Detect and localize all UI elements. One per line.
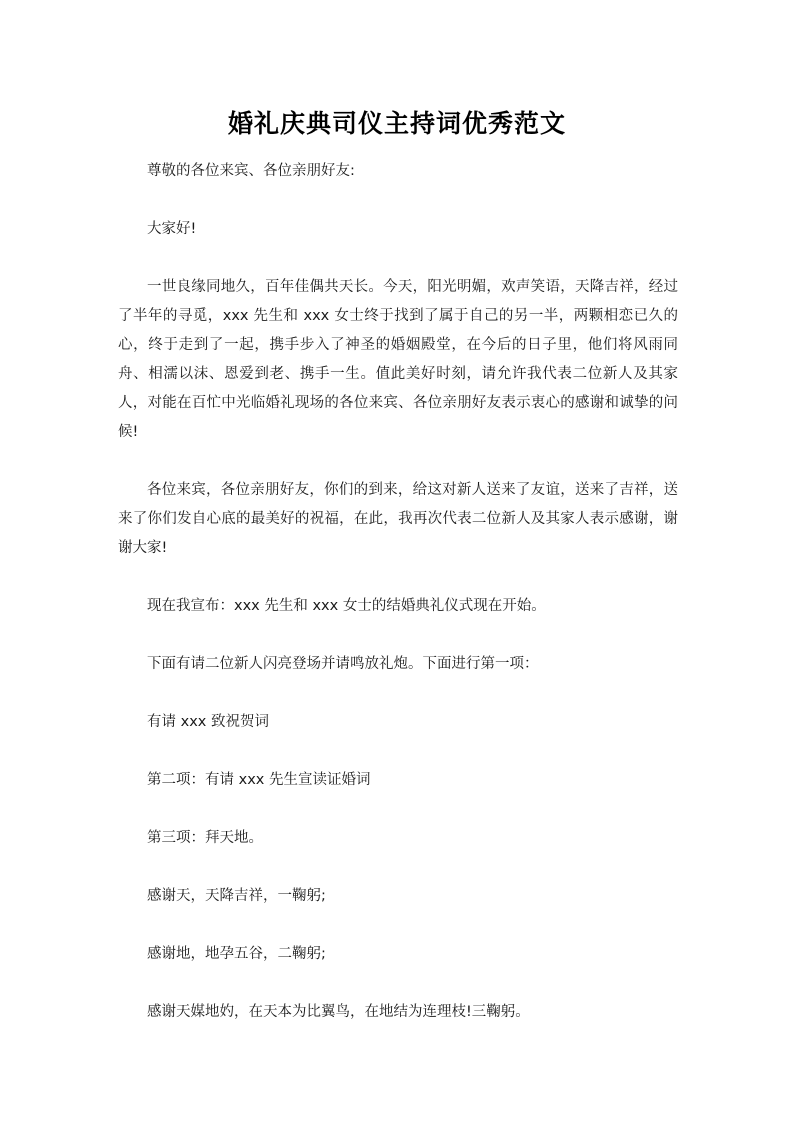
paragraph-thanks: 各位来宾，各位亲朋好友，你们的到来，给这对新人送来了友谊，送来了吉祥，送来了你们发自心底的最美好的祝福，在此，我再次代表二位新人及其家人表示感谢，谢谢大家! bbox=[118, 482, 678, 556]
document-title: 婚礼庆典司仪主持词优秀范文 bbox=[227, 109, 566, 138]
paragraph-entrance: 下面有请二位新人闪亮登场并请鸣放礼炮。下面进行第一项： bbox=[147, 656, 539, 672]
document-body bbox=[118, 157, 678, 1056]
paragraph-greeting: 尊敬的各位来宾、各位亲朋好友: bbox=[147, 163, 355, 179]
paragraph-bow-2: 感谢地，地孕五谷，二鞠躬; bbox=[147, 946, 326, 962]
paragraph-item-2: 第二项：有请 xxx 先生宣读证婚词 bbox=[147, 772, 371, 788]
paragraph-hello: 大家好! bbox=[147, 221, 197, 237]
paragraph-bow-3: 感谢天媒地妁，在天本为比翼鸟，在地结为连理枝!三鞠躬。 bbox=[147, 1004, 530, 1020]
paragraph-opening: 一世良缘同地久，百年佳偶共天长。今天，阳光明媚，欢声笑语，天降吉祥，经过了半年的寻觅，xxx 先生和 xxx 女士终于找到了属于自己的另一半，两颗相恋已久的心，终于走到了一起，携手步入了神圣的婚姻殿堂，在今后的日子里，他们将风雨同舟、相濡以沫、恩爱到老、携手一生。值此美好时刻，请允许我代表二位新人及其家人，对能在百忙中光临婚礼现场的各位来宾、各位亲朋好友表示衷心的感谢和诚挚的问候! bbox=[118, 279, 678, 440]
paragraph-item-3: 第三项：拜天地。 bbox=[147, 830, 263, 846]
paragraph-announcement: 现在我宣布：xxx 先生和 xxx 女士的结婚典礼仪式现在开始。 bbox=[147, 598, 546, 614]
paragraph-bow-1: 感谢天，天降吉祥，一鞠躬; bbox=[147, 888, 326, 904]
paragraph-item-1: 有请 xxx 致祝贺词 bbox=[147, 714, 269, 730]
